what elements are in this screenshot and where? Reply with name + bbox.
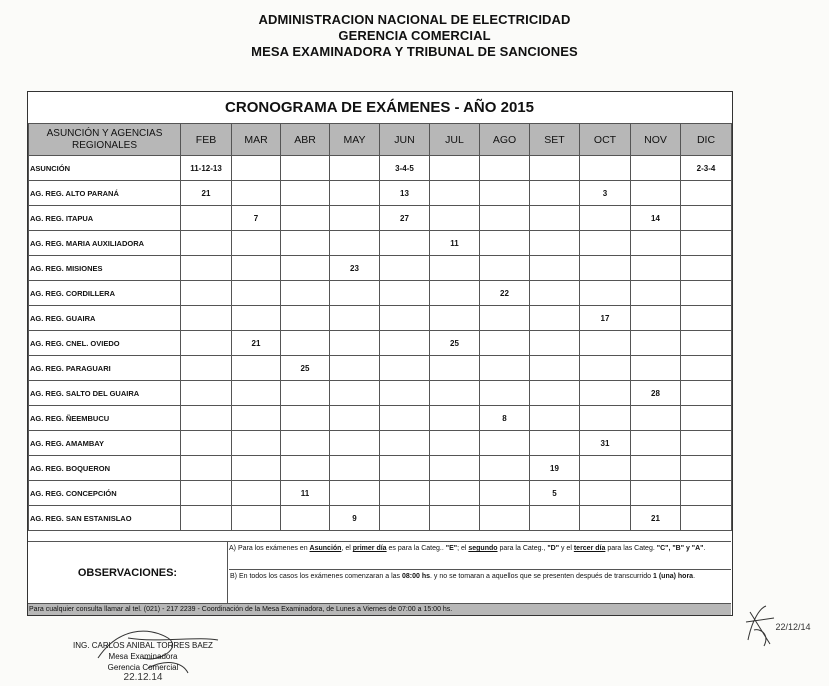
exam-date-cell: 21	[631, 506, 681, 531]
exam-date-cell	[631, 256, 681, 281]
column-header-region: ASUNCIÓN Y AGENCIAS REGIONALES	[29, 124, 181, 156]
exam-date-cell	[380, 231, 430, 256]
exam-date-cell	[281, 406, 330, 431]
exam-date-cell	[232, 181, 281, 206]
exam-date-cell	[281, 331, 330, 356]
region-name: AG. REG. GUAIRA	[29, 306, 181, 331]
exam-date-cell	[480, 206, 530, 231]
table-row	[29, 331, 732, 356]
exam-date-cell	[681, 281, 732, 306]
exam-date-cell: 14	[631, 206, 681, 231]
exam-date-cell	[380, 256, 430, 281]
exam-date-cell	[380, 431, 430, 456]
exam-date-cell	[330, 381, 380, 406]
month-header-row	[29, 124, 732, 156]
exam-date-cell	[330, 456, 380, 481]
exam-date-cell	[580, 481, 631, 506]
exam-date-cell	[430, 481, 480, 506]
exam-date-cell	[580, 231, 631, 256]
exam-date-cell	[232, 156, 281, 181]
exam-date-cell	[681, 231, 732, 256]
exam-date-cell	[631, 156, 681, 181]
exam-date-cell	[330, 156, 380, 181]
exam-date-cell	[281, 181, 330, 206]
exam-date-cell	[631, 356, 681, 381]
exam-date-cell	[380, 281, 430, 306]
exam-date-cell	[330, 406, 380, 431]
observation-b: B) En todos los casos los exámenes comenzaran a las 08:00 hs. y no se tomaran a aquellos que se presenten después de transcurrido 1 (una) hora.	[229, 569, 731, 604]
exam-date-cell	[281, 306, 330, 331]
exam-date-cell	[232, 506, 281, 531]
exam-date-cell	[681, 181, 732, 206]
exam-date-cell	[480, 381, 530, 406]
exam-date-cell: 11	[281, 481, 330, 506]
table-row	[29, 156, 732, 181]
exam-date-cell	[281, 381, 330, 406]
exam-date-cell	[430, 306, 480, 331]
exam-date-cell	[430, 206, 480, 231]
exam-date-cell	[181, 506, 232, 531]
exam-date-cell	[681, 481, 732, 506]
exam-date-cell: 25	[281, 356, 330, 381]
column-header-abr: ABR	[281, 124, 330, 156]
header-line-1: ADMINISTRACION NACIONAL DE ELECTRICIDAD	[258, 12, 571, 27]
header-line-3: MESA EXAMINADORA Y TRIBUNAL DE SANCIONES	[251, 44, 578, 59]
exam-date-cell	[480, 506, 530, 531]
exam-date-cell	[330, 431, 380, 456]
column-header-nov: NOV	[631, 124, 681, 156]
exam-date-cell	[232, 481, 281, 506]
exam-date-cell	[232, 456, 281, 481]
column-header-jun: JUN	[380, 124, 430, 156]
exam-date-cell	[580, 156, 631, 181]
exam-date-cell: 9	[330, 506, 380, 531]
column-header-dic: DIC	[681, 124, 732, 156]
exam-date-cell	[380, 306, 430, 331]
exam-date-cell	[530, 206, 580, 231]
exam-date-cell	[631, 306, 681, 331]
region-name: AG. REG. PARAGUARI	[29, 356, 181, 381]
exam-date-cell	[430, 281, 480, 306]
table-row	[29, 356, 732, 381]
exam-date-cell	[181, 206, 232, 231]
region-name: AG. REG. ALTO PARANÁ	[29, 181, 181, 206]
exam-date-cell	[631, 431, 681, 456]
exam-date-cell	[232, 306, 281, 331]
exam-date-cell	[232, 406, 281, 431]
exam-date-cell	[181, 431, 232, 456]
exam-date-cell	[480, 256, 530, 281]
table-row	[29, 181, 732, 206]
table-row	[29, 306, 732, 331]
exam-date-cell	[281, 231, 330, 256]
exam-date-cell	[631, 181, 681, 206]
table-row	[29, 431, 732, 456]
observation-a: A) Para los exámenes en Asunción, el primer día es para la Categ.. "E"; el segundo para la Categ., "D" y el tercer día para las Categ. "C", "B" y "A".	[229, 545, 706, 552]
exam-date-cell	[181, 456, 232, 481]
exam-date-cell	[530, 331, 580, 356]
exam-date-cell	[430, 181, 480, 206]
exam-date-cell	[681, 406, 732, 431]
exam-date-cell	[232, 431, 281, 456]
exam-date-cell	[631, 456, 681, 481]
table-row	[29, 506, 732, 531]
signatory-role-1: Mesa Examinadora	[108, 652, 178, 661]
exam-date-cell	[580, 456, 631, 481]
exam-date-cell	[330, 181, 380, 206]
exam-date-cell	[681, 506, 732, 531]
exam-date-cell	[631, 331, 681, 356]
region-name: AG. REG. CORDILLERA	[29, 281, 181, 306]
schedule-title: CRONOGRAMA DE EXÁMENES - AÑO 2015	[225, 99, 534, 116]
exam-date-cell	[380, 456, 430, 481]
table-row	[29, 281, 732, 306]
exam-date-cell	[580, 356, 631, 381]
exam-date-cell	[480, 331, 530, 356]
column-header-mar: MAR	[232, 124, 281, 156]
exam-date-cell	[530, 306, 580, 331]
exam-date-cell	[530, 181, 580, 206]
exam-date-cell	[430, 406, 480, 431]
exam-date-cell	[181, 381, 232, 406]
exam-date-cell	[681, 381, 732, 406]
exam-date-cell: 21	[232, 331, 281, 356]
signature-date: 22.12.14	[123, 672, 163, 683]
region-name: ASUNCIÓN	[29, 156, 181, 181]
exam-date-cell	[580, 331, 631, 356]
exam-date-cell	[330, 306, 380, 331]
schedule-frame	[27, 91, 733, 616]
exam-date-cell	[530, 431, 580, 456]
exam-date-cell	[480, 156, 530, 181]
exam-date-cell	[181, 406, 232, 431]
exam-date-cell	[330, 356, 380, 381]
exam-date-cell	[281, 206, 330, 231]
column-header-feb: FEB	[181, 124, 232, 156]
exam-date-cell	[480, 431, 530, 456]
exam-date-cell	[530, 506, 580, 531]
exam-date-cell	[380, 481, 430, 506]
region-name: AG. REG. CONCEPCIÓN	[29, 481, 181, 506]
exam-date-cell	[232, 256, 281, 281]
exam-date-cell: 13	[380, 181, 430, 206]
exam-date-cell	[530, 381, 580, 406]
exam-date-cell	[380, 506, 430, 531]
exam-date-cell	[430, 156, 480, 181]
exam-date-cell	[580, 206, 631, 231]
column-header-jul: JUL	[430, 124, 480, 156]
exam-date-cell: 11-12-13	[181, 156, 232, 181]
exam-date-cell: 21	[181, 181, 232, 206]
exam-date-cell	[281, 156, 330, 181]
exam-date-cell	[430, 256, 480, 281]
region-name: AG. REG. SALTO DEL GUAIRA	[29, 381, 181, 406]
exam-date-cell	[480, 456, 530, 481]
exam-date-cell: 28	[631, 381, 681, 406]
exam-date-cell	[430, 381, 480, 406]
exam-date-cell	[681, 431, 732, 456]
exam-date-cell	[330, 231, 380, 256]
exam-date-cell	[430, 356, 480, 381]
exam-date-cell: 19	[530, 456, 580, 481]
observations-label: OBSERVACIONES:	[28, 542, 228, 604]
contact-info: Para cualquier consulta llamar al tel. (021) - 217 2239 - Coordinación de la Mesa Examinadora, de Lunes a Viernes de 07:00 a 15:00 hs.	[28, 603, 731, 615]
region-name: AG. REG. SAN ESTANISLAO	[29, 506, 181, 531]
schedule-table	[28, 123, 732, 531]
region-name: AG. REG. MARIA AUXILIADORA	[29, 231, 181, 256]
exam-date-cell	[330, 481, 380, 506]
column-header-ago: AGO	[480, 124, 530, 156]
exam-date-cell	[530, 281, 580, 306]
exam-date-cell	[580, 406, 631, 431]
exam-date-cell	[480, 306, 530, 331]
table-row	[29, 381, 732, 406]
column-header-set: SET	[530, 124, 580, 156]
exam-date-cell	[530, 356, 580, 381]
exam-date-cell: 17	[580, 306, 631, 331]
exam-date-cell: 7	[232, 206, 281, 231]
exam-date-cell: 25	[430, 331, 480, 356]
exam-date-cell	[380, 331, 430, 356]
exam-date-cell	[181, 231, 232, 256]
exam-date-cell	[580, 381, 631, 406]
exam-date-cell	[480, 181, 530, 206]
exam-date-cell	[580, 256, 631, 281]
exam-date-cell	[232, 281, 281, 306]
exam-date-cell	[580, 506, 631, 531]
exam-date-cell: 22	[480, 281, 530, 306]
exam-date-cell	[181, 356, 232, 381]
region-name: AG. REG. ÑEEMBUCU	[29, 406, 181, 431]
exam-date-cell	[281, 431, 330, 456]
exam-date-cell	[181, 331, 232, 356]
exam-date-cell	[480, 231, 530, 256]
initials-date: 22/12/14	[775, 622, 811, 632]
exam-date-cell	[181, 481, 232, 506]
exam-date-cell	[631, 231, 681, 256]
exam-date-cell	[181, 306, 232, 331]
exam-date-cell: 2-3-4	[681, 156, 732, 181]
exam-date-cell	[330, 206, 380, 231]
exam-date-cell	[681, 331, 732, 356]
exam-date-cell	[430, 456, 480, 481]
exam-date-cell: 27	[380, 206, 430, 231]
exam-date-cell	[232, 231, 281, 256]
exam-date-cell	[631, 406, 681, 431]
table-row	[29, 481, 732, 506]
exam-date-cell: 11	[430, 231, 480, 256]
exam-date-cell	[380, 356, 430, 381]
exam-date-cell: 5	[530, 481, 580, 506]
region-name: AG. REG. AMAMBAY	[29, 431, 181, 456]
exam-date-cell	[232, 381, 281, 406]
exam-date-cell	[181, 256, 232, 281]
exam-date-cell: 3	[580, 181, 631, 206]
exam-date-cell	[181, 281, 232, 306]
column-header-oct: OCT	[580, 124, 631, 156]
exam-date-cell: 3-4-5	[380, 156, 430, 181]
exam-date-cell	[681, 356, 732, 381]
exam-date-cell	[530, 406, 580, 431]
header-line-2: GERENCIA COMERCIAL	[338, 28, 491, 43]
exam-date-cell	[681, 256, 732, 281]
exam-date-cell	[530, 231, 580, 256]
signatory-name: ING. CARLOS ANIBAL TORRES BAEZ	[73, 641, 213, 650]
region-name: AG. REG. BOQUERON	[29, 456, 181, 481]
region-name: AG. REG. MISIONES	[29, 256, 181, 281]
exam-date-cell	[530, 156, 580, 181]
exam-date-cell	[631, 281, 681, 306]
table-row	[29, 256, 732, 281]
region-name: AG. REG. ITAPUA	[29, 206, 181, 231]
exam-date-cell	[281, 506, 330, 531]
exam-date-cell	[330, 331, 380, 356]
exam-date-cell	[631, 481, 681, 506]
exam-date-cell	[681, 456, 732, 481]
exam-date-cell	[281, 456, 330, 481]
exam-date-cell	[480, 481, 530, 506]
observations-section	[28, 541, 731, 604]
exam-date-cell	[681, 306, 732, 331]
exam-date-cell	[281, 256, 330, 281]
exam-date-cell	[330, 281, 380, 306]
exam-date-cell	[530, 256, 580, 281]
exam-date-cell	[380, 381, 430, 406]
signatory-role-2: Gerencia Comercial	[107, 663, 179, 672]
exam-date-cell	[681, 206, 732, 231]
exam-date-cell	[281, 281, 330, 306]
table-row	[29, 406, 732, 431]
exam-date-cell: 31	[580, 431, 631, 456]
exam-date-cell	[380, 406, 430, 431]
exam-date-cell: 23	[330, 256, 380, 281]
exam-date-cell	[480, 356, 530, 381]
exam-date-cell	[430, 431, 480, 456]
exam-date-cell	[430, 506, 480, 531]
exam-date-cell: 8	[480, 406, 530, 431]
column-header-may: MAY	[330, 124, 380, 156]
table-row	[29, 206, 732, 231]
region-name: AG. REG. CNEL. OVIEDO	[29, 331, 181, 356]
exam-date-cell	[580, 281, 631, 306]
table-row	[29, 231, 732, 256]
exam-date-cell	[232, 356, 281, 381]
table-row	[29, 456, 732, 481]
